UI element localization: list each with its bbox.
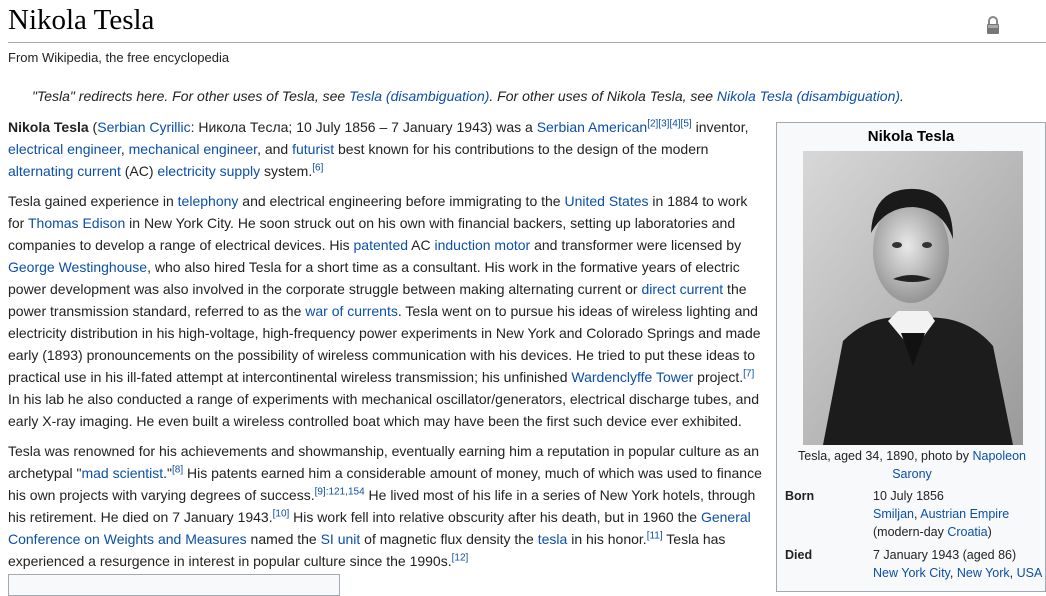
infobox	[776, 122, 1046, 592]
citation-link[interactable]: [11]	[646, 530, 663, 542]
text: (AC)	[120, 163, 158, 179]
table-of-contents-box	[8, 574, 340, 596]
tesla-unit-link[interactable]: tesla	[537, 531, 568, 547]
separator: ,	[914, 507, 921, 521]
si-unit-link[interactable]: SI unit	[320, 531, 361, 547]
caption-text: Tesla, aged 34, 1890, photo by	[798, 449, 973, 463]
portrait-caption	[777, 447, 1046, 483]
united-states-link[interactable]: United States	[564, 193, 649, 209]
croatia-link[interactable]: Croatia	[947, 525, 988, 539]
text: His work fell into relative obscurity after his death, but in 1960 the	[289, 509, 701, 525]
site-tagline: From Wikipedia, the free encyclopedia	[8, 50, 230, 65]
text: Tesla gained experience in	[8, 193, 178, 209]
text: of magnetic flux density the	[360, 531, 538, 547]
telephony-link[interactable]: telephony	[177, 193, 239, 209]
text: and electrical engineering before immigrating to the	[238, 193, 565, 209]
napoleon-sarony-link[interactable]: Napoleon Sarony	[892, 449, 1026, 481]
citation-link[interactable]: [12]	[451, 552, 469, 564]
separator: ,	[949, 566, 957, 580]
text: , who also hired Tesla for a short time as a consultant. His work in the formative years of electric power development was also involved in the corporate struggle between making alternating current or	[8, 259, 740, 297]
page-title: Nikola Tesla	[8, 2, 1046, 43]
citation-link[interactable]: [7]	[743, 368, 755, 380]
text: In his lab he also conducted a range of experiments with mechanical oscillator/generators, electrical discharge tubes, and early X-ray imaging. He even built a wireless controlled boat which may have been the first such device ever exhibited.	[8, 391, 759, 429]
text: His patents earned him a considerable amount of money, much of which was used to finance his own projects with varying degrees of success.	[8, 465, 762, 503]
mad-scientist-link[interactable]: mad scientist	[81, 465, 164, 481]
text: in 1884 to work for	[8, 193, 748, 231]
text: : Никола Тесла; 10 July 1856 – 7 January 1943) was a	[190, 119, 537, 135]
text: and transformer were licensed by	[530, 237, 742, 253]
died-value	[873, 546, 1046, 582]
text: in New York City. He soon struck out on his own with financial backers, setting up laboratories and companies to develop a range of electrical devices. His	[8, 215, 736, 253]
lead-paragraph-3	[8, 440, 764, 572]
text: . Tesla went on to pursue his ideas of wireless lighting and electricity distribution in his high-voltage, high-frequency power experiments in New York and Colorado Springs and made early (1893) pronouncements on the possibility of wireless communication with his devices. He tried to put these ideas to practical use in his ill-fated attempt at intercontinental wireless transmission; his unfinished	[8, 303, 761, 385]
general-conference-link[interactable]: General Conference on Weights and Measures	[8, 509, 751, 547]
new-york-link[interactable]: New York	[956, 566, 1010, 580]
separator: ,	[1009, 566, 1017, 580]
tesla-disambiguation-link[interactable]: Tesla (disambiguation)	[349, 88, 490, 104]
text: AC	[408, 237, 435, 253]
text: best known for his contributions to the design of the modern	[334, 141, 709, 157]
born-value	[873, 487, 1046, 541]
text: ."	[163, 465, 173, 481]
hatnote	[32, 88, 904, 104]
george-westinghouse-link[interactable]: George Westinghouse	[8, 259, 148, 275]
citation-link[interactable]: [10]	[272, 508, 290, 520]
wardenclyffe-tower-link[interactable]: Wardenclyffe Tower	[571, 369, 694, 385]
article-body	[8, 116, 764, 580]
born-date: 10 July 1856	[873, 489, 944, 503]
subject-name: Nikola Tesla	[8, 119, 89, 135]
citation-link[interactable]: [2][3][4][5]	[647, 118, 692, 130]
hatnote-text: .	[900, 88, 904, 104]
text: system.	[260, 163, 313, 179]
died-date: 7 January 1943 (aged 86)	[873, 548, 1017, 562]
lock-icon[interactable]	[985, 14, 1001, 36]
serbian-cyrillic-link[interactable]: Serbian Cyrillic	[97, 119, 191, 135]
died-label: Died	[785, 548, 813, 562]
text: (modern-day	[873, 525, 948, 539]
text: in his honor.	[567, 531, 647, 547]
citation-link[interactable]: [9]:121,154	[314, 486, 365, 498]
portrait-image[interactable]	[803, 151, 1023, 445]
text: (	[88, 119, 98, 135]
text: )	[987, 525, 992, 539]
thomas-edison-link[interactable]: Thomas Edison	[27, 215, 126, 231]
infobox-title: Nikola Tesla	[867, 128, 955, 145]
mechanical-engineer-link[interactable]: mechanical engineer	[128, 141, 258, 157]
text: , and	[257, 141, 293, 157]
text: He lived most of his life in a series of New York hotels, through his retirement. He died on 7 January 1943.	[8, 487, 756, 525]
lead-paragraph-2	[8, 190, 764, 432]
patented-link[interactable]: patented	[353, 237, 409, 253]
citation-link[interactable]: [8]	[172, 464, 184, 476]
text: inventor,	[691, 119, 749, 135]
electricity-supply-link[interactable]: electricity supply	[157, 163, 261, 179]
text: project.	[693, 369, 744, 385]
nikola-tesla-disambiguation-link[interactable]: Nikola Tesla (disambiguation)	[716, 88, 901, 104]
new-york-city-link[interactable]: New York City	[873, 566, 950, 580]
text: Tesla was renowned for his achievements and showmanship, eventually earning him a reputation in popular culture as an archetypal "	[8, 443, 759, 481]
citation-link[interactable]: [6]	[312, 162, 324, 174]
text: ,	[120, 141, 129, 157]
induction-motor-link[interactable]: induction motor	[434, 237, 531, 253]
electrical-engineer-link[interactable]: electrical engineer	[8, 141, 121, 157]
austrian-empire-link[interactable]: Austrian Empire	[920, 507, 1010, 521]
war-of-currents-link[interactable]: war of currents	[305, 303, 398, 319]
hatnote-text: . For other uses of Nikola Tesla, see	[489, 88, 717, 104]
hatnote-text: "Tesla" redirects here. For other uses of Tesla, see	[32, 88, 350, 104]
born-label: Born	[785, 489, 815, 503]
lead-paragraph-1	[8, 116, 764, 182]
text: Tesla has experienced a resurgence in interest in popular culture since the 1990s.	[8, 531, 726, 569]
serbian-american-link[interactable]: Serbian American	[536, 119, 648, 135]
text: named the	[246, 531, 321, 547]
futurist-link[interactable]: futurist	[292, 141, 335, 157]
smiljan-link[interactable]: Smiljan	[873, 507, 914, 521]
text: the power transmission standard, referred to as the	[8, 281, 747, 319]
direct-current-link[interactable]: direct current	[641, 281, 724, 297]
usa-link[interactable]: USA	[1016, 566, 1043, 580]
alternating-current-link[interactable]: alternating current	[8, 163, 121, 179]
